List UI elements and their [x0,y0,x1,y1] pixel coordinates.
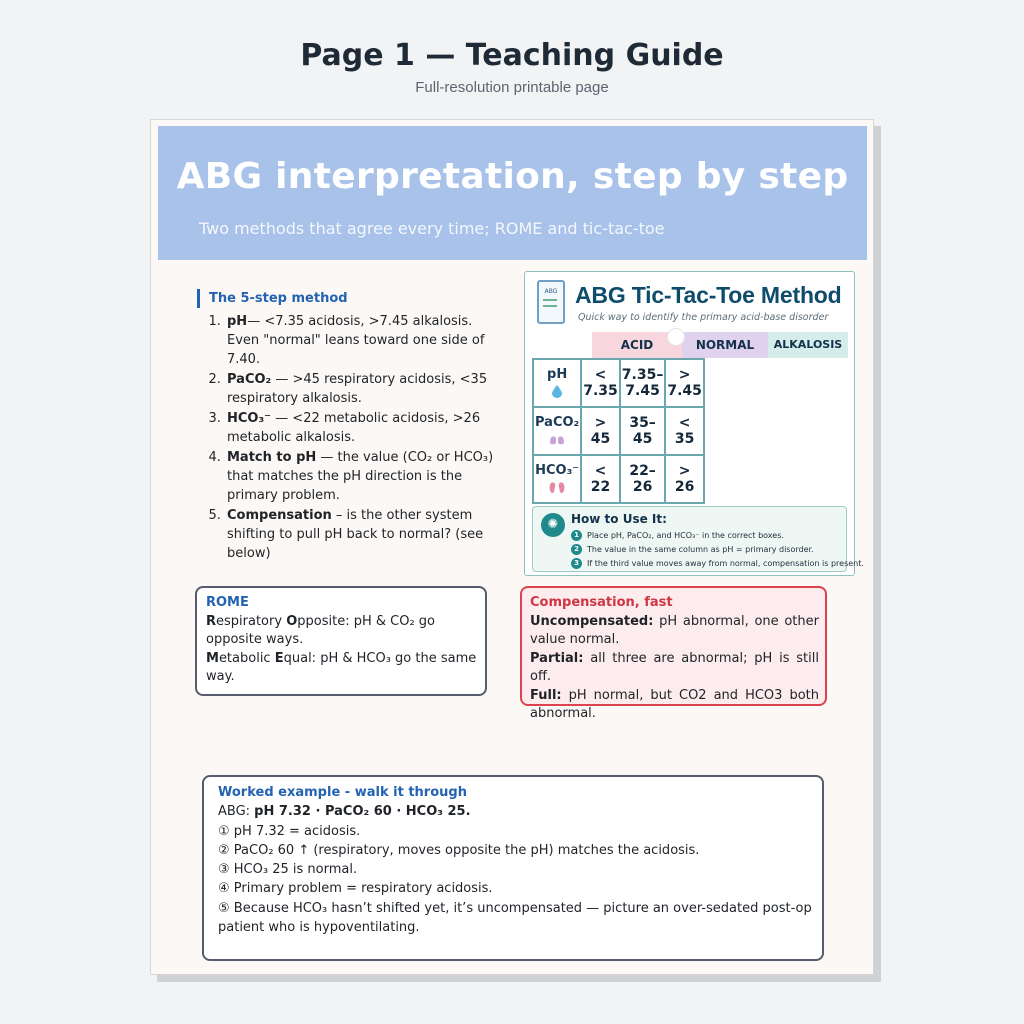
worked-step: ④ Primary problem = respiratory acidosis. [218,881,493,897]
clipboard-icon [537,280,565,324]
rome-respiratory: Respiratory Opposite: pH & CO₂ go opposite ways. [206,613,435,647]
table-cell: 35–45 [620,407,666,455]
compensation-title: Compensation, fast [530,595,673,610]
how-to-use-panel [532,506,864,572]
infographic-subtitle: Quick way to identify the primary acid-base disorder [578,312,829,323]
clipboard-badge: ABG [544,288,558,295]
row-label-paco2: PaCO₂ [533,407,581,455]
decorative-dot [667,328,685,346]
how-to-title: How to Use It: [571,512,667,526]
table-row [533,407,704,455]
column-header-acid: ACID [592,332,682,358]
rome-title: ROME [206,595,249,610]
how-to-step: 3 If the third value moves away from normal, compensation is present. [571,558,864,569]
table-row [533,359,704,407]
lungs-icon [549,433,565,446]
table-cell: < 7.35 [581,359,620,407]
how-to-step: 1 Place pH, PaCO₂, and HCO₃⁻ in the correct boxes. [571,530,784,541]
values-table [532,358,705,504]
compensation-item: Uncompensated: pH abnormal, one other value normal. [530,613,819,647]
table-cell: > 45 [581,407,620,455]
column-header-alkalosis: ALKALOSIS [768,332,848,358]
page-subtitle: Full-resolution printable page [415,79,609,96]
steps-list [197,312,507,563]
table-cell: > 7.45 [665,359,704,407]
worked-step: ⑤ Because HCO₃ hasn’t shifted yet, it’s uncompensated — picture an over-sedated post-op patient who is hypoventilating. [218,900,812,936]
kidney-icon [549,481,565,494]
how-to-step: 2 The value in the same column as pH = primary disorder. [571,544,814,555]
guide-subtitle: Two methods that agree every time; ROME and tic-tac-toe [199,219,665,238]
list-item: 5. Compensation – is the other system shifting to pull pH back to normal? (see below) [225,506,507,563]
infographic-title: ABG Tic-Tac-Toe Method [575,282,842,308]
compensation-item: Full: pH normal, but CO2 and HCO3 both abnormal. [530,687,819,721]
printable-page [150,119,874,975]
list-item: 3. HCO₃⁻ — <22 metabolic acidosis, >26 metabolic alkalosis. [225,409,507,447]
worked-example-title: Worked example - walk it through [218,785,467,800]
row-label-ph: pH [533,359,581,407]
compensation-item: Partial: all three are abnormal; pH is still off. [530,650,819,684]
section-title: The 5-step method [197,289,507,308]
list-item: 1. pH— <7.35 acidosis, >7.45 alkalosis. Even "normal" leans toward one side of 7.40. [225,312,507,369]
table-cell: > 26 [665,455,704,503]
droplet-icon [552,385,562,398]
abg-values: ABG: pH 7.32 · PaCO₂ 60 · HCO₃ 25. [218,804,471,820]
table-cell: < 35 [665,407,704,455]
worked-step: ① pH 7.32 = acidosis. [218,823,361,839]
worked-step: ② PaCO₂ 60 ↑ (respiratory, moves opposite the pH) matches the acidosis. [218,842,700,858]
tic-tac-toe-infographic [524,271,864,576]
five-step-section [197,289,507,564]
rome-box [195,586,487,696]
table-row [533,455,704,503]
list-item: 4. Match to pH — the value (CO₂ or HCO₃) that matches the pH direction is the primary problem. [225,448,507,505]
table-cell: 22–26 [620,455,666,503]
worked-example-box [202,775,824,961]
table-cell: 7.35–7.45 [620,359,666,407]
page-title: Page 1 — Teaching Guide [300,38,724,73]
row-label-hco3: HCO₃⁻ [533,455,581,503]
compensation-box [520,586,827,721]
list-item: 2. PaCO₂ — >45 respiratory acidosis, <35 respiratory alkalosis. [225,370,507,408]
lightbulb-icon: ✺ [541,513,565,537]
rome-metabolic: Metabolic Equal: pH & HCO₃ go the same way. [206,650,477,684]
column-header-normal: NORMAL [682,332,768,358]
worked-step: ③ HCO₃ 25 is normal. [218,862,358,878]
guide-title: ABG interpretation, step by step [176,156,849,197]
title-banner [158,126,867,260]
table-cell: < 22 [581,455,620,503]
